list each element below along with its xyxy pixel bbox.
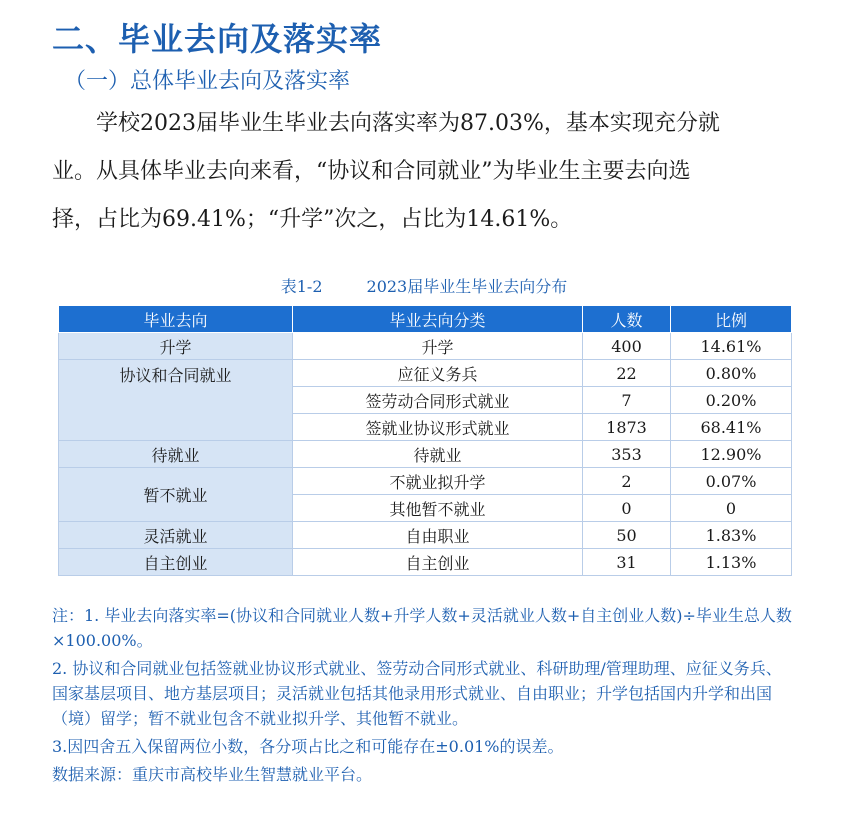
ratio-cell: 12.90% xyxy=(671,441,792,468)
count-cell: 353 xyxy=(583,441,671,468)
table-notes xyxy=(52,603,797,790)
ratio-cell: 0 xyxy=(671,495,792,522)
table-row xyxy=(59,333,792,360)
ratio-cell: 68.41% xyxy=(671,414,792,441)
count-cell: 22 xyxy=(583,360,671,387)
ratio-cell: 1.13% xyxy=(671,549,792,576)
table-row xyxy=(59,468,792,495)
table-row xyxy=(59,549,792,576)
paragraph-line: 择，占比为69.41%；“升学”次之，占比为14.61%。 xyxy=(52,207,573,232)
category-cell: 协议和合同就业 xyxy=(59,360,293,441)
subcategory-cell: 不就业拟升学 xyxy=(293,468,583,495)
count-cell: 1873 xyxy=(583,414,671,441)
category-cell: 自主创业 xyxy=(59,549,293,576)
category-cell: 升学 xyxy=(59,333,293,360)
table-row xyxy=(59,441,792,468)
table-row xyxy=(59,360,792,387)
subcategory-cell: 签就业协议形式就业 xyxy=(293,414,583,441)
column-header: 比例 xyxy=(671,306,792,333)
note-item: 注：1. 毕业去向落实率=(协议和合同就业人数+升学人数+灵活就业人数+自主创业人数)÷毕业生总人数 ×100.00%。 xyxy=(52,606,792,650)
table-caption xyxy=(0,274,848,297)
subcategory-cell: 待就业 xyxy=(293,441,583,468)
table-row xyxy=(59,522,792,549)
section-heading: 二、毕业去向及落实率 xyxy=(52,20,383,58)
table-title: 2023届毕业生毕业去向分布 xyxy=(366,277,568,296)
paragraph-line: 学校2023届毕业生毕业去向落实率为87.03%，基本实现充分就 xyxy=(96,111,720,136)
subcategory-cell: 签劳动合同形式就业 xyxy=(293,387,583,414)
ratio-cell: 0.20% xyxy=(671,387,792,414)
subcategory-cell: 应征义务兵 xyxy=(293,360,583,387)
body-paragraph xyxy=(52,100,792,244)
column-header: 毕业去向 xyxy=(59,306,293,333)
table-header-row xyxy=(59,306,792,333)
category-cell: 待就业 xyxy=(59,441,293,468)
paragraph-line: 业。从具体毕业去向来看，“协议和合同就业”为毕业生主要去向选 xyxy=(52,159,691,184)
count-cell: 31 xyxy=(583,549,671,576)
table-number: 表1-2 xyxy=(280,277,323,296)
destination-table xyxy=(58,305,792,576)
column-header: 人数 xyxy=(583,306,671,333)
subcategory-cell: 自由职业 xyxy=(293,522,583,549)
ratio-cell: 0.07% xyxy=(671,468,792,495)
ratio-cell: 0.80% xyxy=(671,360,792,387)
subsection-heading: （一）总体毕业去向及落实率 xyxy=(64,69,351,94)
count-cell: 400 xyxy=(583,333,671,360)
ratio-cell: 14.61% xyxy=(671,333,792,360)
note-item: 3.因四舍五入保留两位小数，各分项占比之和可能存在±0.01%的误差。 xyxy=(52,737,564,756)
count-cell: 2 xyxy=(583,468,671,495)
subcategory-cell: 其他暂不就业 xyxy=(293,495,583,522)
count-cell: 50 xyxy=(583,522,671,549)
column-header: 毕业去向分类 xyxy=(293,306,583,333)
subcategory-cell: 升学 xyxy=(293,333,583,360)
category-cell: 灵活就业 xyxy=(59,522,293,549)
count-cell: 7 xyxy=(583,387,671,414)
ratio-cell: 1.83% xyxy=(671,522,792,549)
count-cell: 0 xyxy=(583,495,671,522)
category-cell: 暂不就业 xyxy=(59,468,293,522)
data-source: 数据来源：重庆市高校毕业生智慧就业平台。 xyxy=(52,765,373,784)
note-item: 2. 协议和合同就业包括签就业协议形式就业、签劳动合同形式就业、科研助理/管理助理、应征义务兵、国家基层项目、地方基层项目；灵活就业包括其他录用形式就业、自由职业；升学包括国内升学和出国（境）留学；暂不就业包含不就业拟升学、其他暂不就业。 xyxy=(52,659,782,728)
subcategory-cell: 自主创业 xyxy=(293,549,583,576)
